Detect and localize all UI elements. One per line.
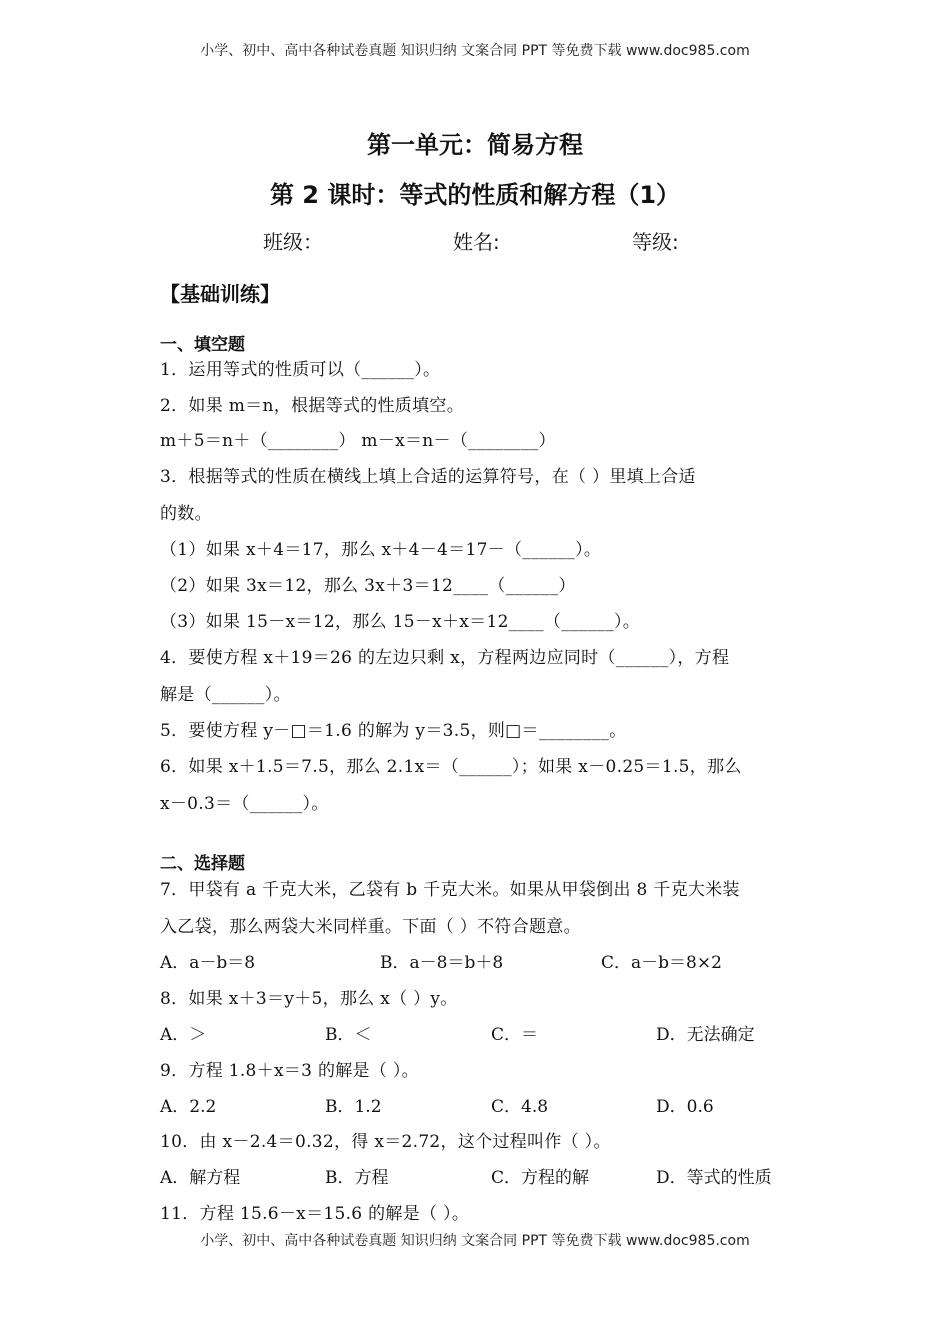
option-d: D．等式的性质 bbox=[656, 1168, 772, 1188]
question-9: 9．方程 1.8＋x＝3 的解是（ ）。 bbox=[160, 1061, 419, 1081]
class-label: 班级： bbox=[263, 230, 323, 254]
unit-title: 第一单元：简易方程 bbox=[367, 131, 583, 159]
fill-line: 4．要使方程 x＋19＝26 的左边只剩 x，方程两边应同时（______），方程 bbox=[160, 648, 730, 668]
option-a: A．解方程 bbox=[160, 1168, 241, 1188]
option-b: B．＜ bbox=[325, 1025, 372, 1045]
fill-line: 2．如果 m＝n，根据等式的性质填空。 bbox=[160, 396, 464, 416]
fill-line: （2）如果 3x＝12，那么 3x＋3＝12____（______） bbox=[160, 576, 576, 596]
option-a: A．2.2 bbox=[160, 1097, 217, 1117]
option-a: A．a－b＝8 bbox=[160, 953, 256, 973]
basic-training-heading: 【基础训练】 bbox=[160, 282, 280, 306]
question-8: 8．如果 x＋3＝y＋5，那么 x（ ）y。 bbox=[160, 989, 458, 1009]
option-b: B．1.2 bbox=[325, 1097, 382, 1117]
question-11: 11．方程 15.6－x＝15.6 的解是（ ）。 bbox=[160, 1204, 470, 1224]
option-b: B．方程 bbox=[325, 1168, 389, 1188]
fill-line: 5．要使方程 y－□＝1.6 的解为 y＝3.5，则□＝________。 bbox=[160, 721, 627, 741]
option-b: B．a－8＝b＋8 bbox=[380, 953, 504, 973]
option-c: C．方程的解 bbox=[491, 1168, 590, 1188]
fill-line: 6．如果 x＋1.5＝7.5，那么 2.1x＝（______）；如果 x－0.25＝1.5，那么 bbox=[160, 757, 742, 777]
page-header: 小学、初中、高中各种试卷真题 知识归纳 文案合同 PPT 等免费下载 www.doc985.com bbox=[200, 43, 750, 59]
question-7-line2: 入乙袋，那么两袋大米同样重。下面（ ）不符合题意。 bbox=[160, 917, 581, 937]
option-d: D．0.6 bbox=[656, 1097, 714, 1117]
name-label: 姓名: bbox=[453, 230, 500, 254]
fill-line: 的数。 bbox=[160, 504, 212, 524]
option-c: C．＝ bbox=[491, 1025, 539, 1045]
fill-line: x－0.3＝（______）。 bbox=[160, 794, 329, 814]
fill-line: 1．运用等式的性质可以（______）。 bbox=[160, 360, 441, 380]
question-10: 10．由 x－2.4＝0.32，得 x＝2.72，这个过程叫作（ ）。 bbox=[160, 1132, 611, 1152]
option-c: C．4.8 bbox=[491, 1097, 549, 1117]
fill-line: m＋5＝n＋（________） m－x＝n－（________） bbox=[160, 431, 556, 451]
question-7-line1: 7．甲袋有 a 千克大米，乙袋有 b 千克大米。如果从甲袋倒出 8 千克大米装 bbox=[160, 880, 740, 900]
fill-line: （1）如果 x＋4＝17，那么 x＋4－4＝17－（______）。 bbox=[160, 540, 602, 560]
option-c: C．a－b＝8×2 bbox=[601, 953, 722, 973]
fill-line: （3）如果 15－x＝12，那么 15－x＋x＝12____（______）。 bbox=[160, 612, 641, 632]
fill-line: 解是（______）。 bbox=[160, 685, 291, 705]
page-footer: 小学、初中、高中各种试卷真题 知识归纳 文案合同 PPT 等免费下载 www.doc985.com bbox=[200, 1233, 750, 1249]
grade-label: 等级: bbox=[632, 230, 679, 254]
option-d: D．无法确定 bbox=[656, 1025, 755, 1045]
fill-section-heading: 一、填空题 bbox=[160, 335, 245, 355]
lesson-title: 第 2 课时：等式的性质和解方程（1） bbox=[269, 181, 681, 209]
choice-section-heading: 二、选择题 bbox=[160, 854, 245, 874]
fill-line: 3．根据等式的性质在横线上填上合适的运算符号，在（ ）里填上合适 bbox=[160, 467, 696, 487]
option-a: A．＞ bbox=[160, 1025, 207, 1045]
